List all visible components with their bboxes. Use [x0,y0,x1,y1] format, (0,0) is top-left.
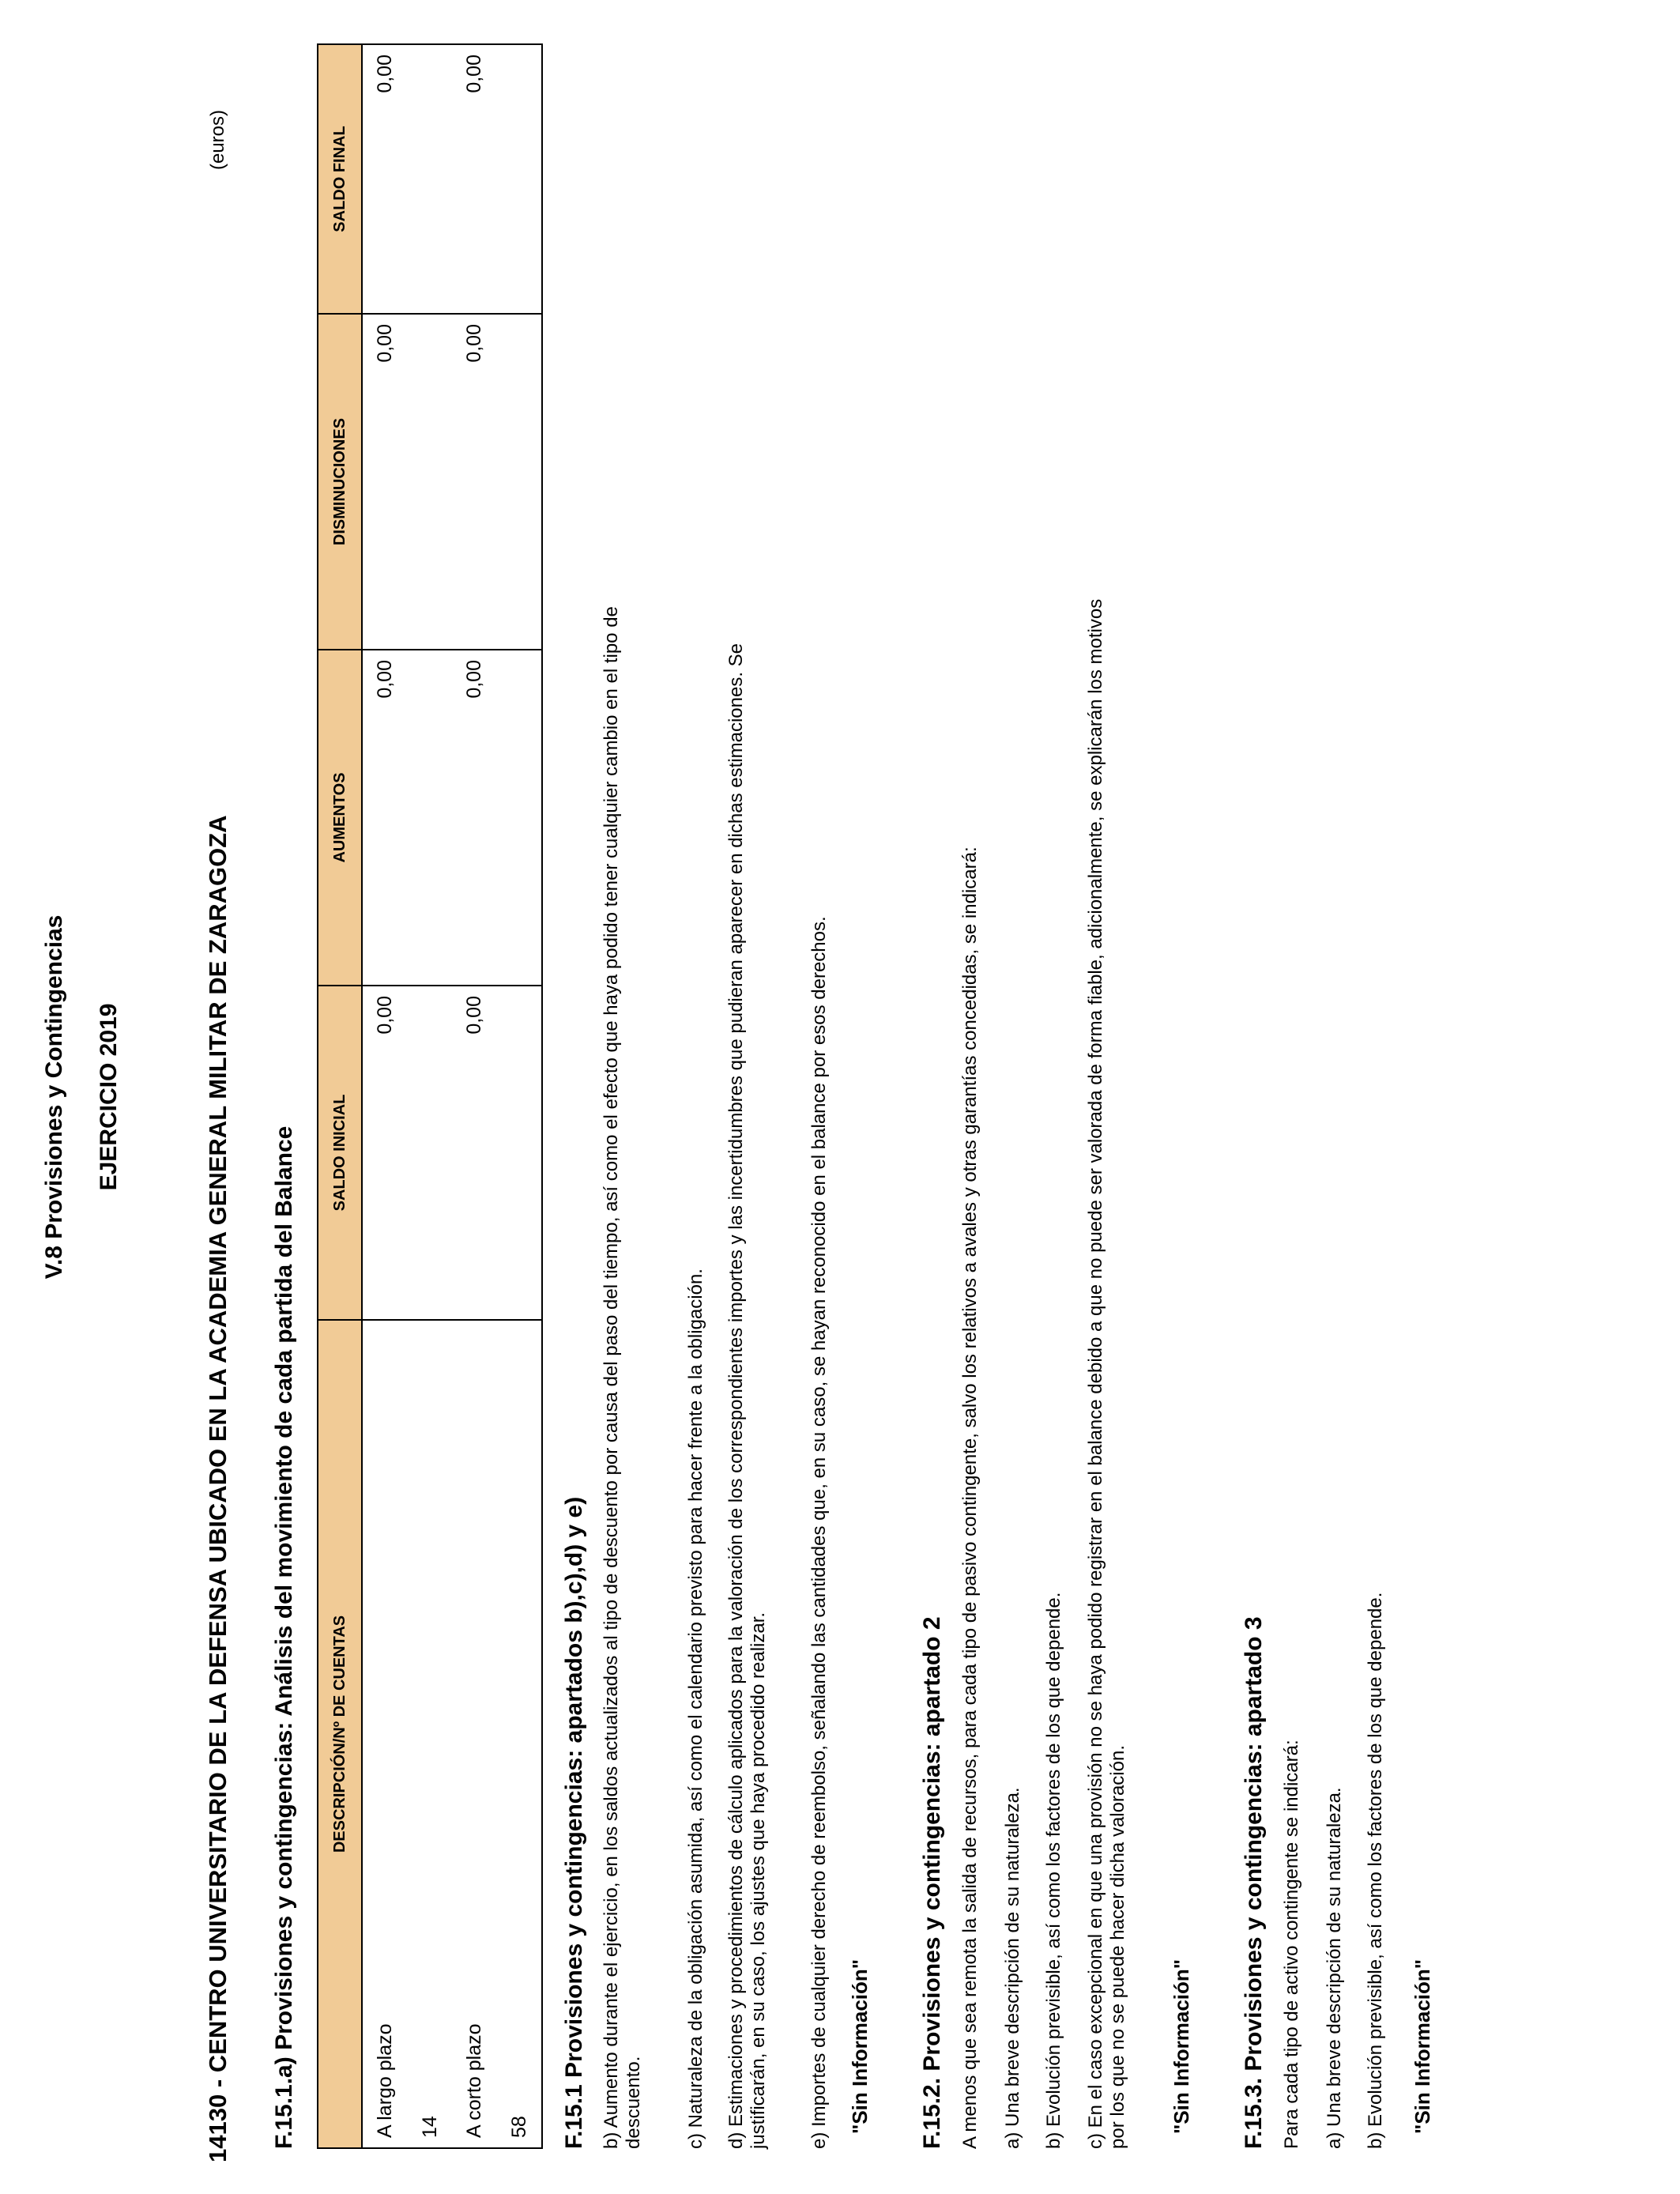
col-header-descripcion: DESCRIPCIÓN/Nº DE CUENTAS [318,1320,362,2148]
col-header-disminuciones: DISMINUCIONES [318,314,362,650]
row-disminuciones: 0,00 [362,314,408,650]
section-f153-intro: Para cada tipo de activo contingente se indicará: [1281,1740,1302,2149]
table-section-title: F.15.1.a) Provisiones y contingencias: Análisis del movimiento de cada partida del Balance [271,1125,297,2149]
section-f151-b: b) Aumento durante el ejercicio, en los saldos actualizados al tipo de descuento por causa del paso del tiempo, así como el efecto que haya podido tener cualquier cambio en el tipo de descuento. [601,606,644,2149]
row-saldo-final: 0,00 [452,44,497,314]
row-saldo-inicial: 0,00 [452,986,497,1320]
fiscal-year: EJERCICIO 2019 [96,1003,122,1191]
table-header-row [318,44,362,2148]
section-f152-c: c) En el caso excepcional en que una provisión no se haya podido registrar en el balance debido a que no puede ser valorada de forma fiable, adicionalmente, se explicarán los motivos por los que no se puede hacer dicha valoración. [1085,598,1128,2149]
section-f152-sin-info: "Sin Información" [1170,1958,1193,2134]
row-aumentos: 0,00 [362,650,408,986]
section-f152-b: b) Evolución previsible, así como los factores de los que depende. [1043,1592,1064,2149]
section-f153-sin-info: "Sin Información" [1411,1958,1434,2134]
section-f151-c: c) Naturaleza de la obligación asumida, así como el calendario previsto para hacer frente a la obligación. [685,1269,706,2149]
section-f153-a: a) Una breve descripción de su naturaleza. [1324,1787,1345,2149]
row-disminuciones: 0,00 [452,314,497,650]
table-row [452,44,497,2148]
row-account-code: 58 [497,1320,542,2148]
entity-heading: 14130 - CENTRO UNIVERSITARIO DE LA DEFENSA UBICADO EN LA ACADEMIA GENERAL MILITAR DE ZARAGOZA [204,815,232,2162]
section-f151-title: F.15.1 Provisiones y contingencias: apartados b),c),d) y e) [561,1496,587,2149]
section-f151-e: e) Importes de cualquier derecho de reembolso, señalando las cantidades que, en su caso, se hayan reconocido en el balance por esos derechos. [808,916,830,2149]
page-title: V.8 Provisiones y Contingencias [41,914,67,1280]
section-f151-sin-info: "Sin Información" [848,1958,872,2134]
col-header-saldo-final: SALDO FINAL [318,44,362,314]
section-f152-intro: A menos que sea remota la salida de recursos, para cada tipo de pasivo contingente, salvo los relativos a avales y otras garantías concedidas, se indicará: [959,846,981,2149]
table-row-code [497,44,542,2148]
row-saldo-final: 0,00 [362,44,408,314]
movement-table [317,43,543,2149]
row-aumentos: 0,00 [452,650,497,986]
col-header-saldo-inicial: SALDO INICIAL [318,986,362,1320]
table-row [362,44,408,2148]
row-description: A corto plazo [452,1320,497,2148]
section-f151-d: d) Estimaciones y procedimientos de cálculo aplicados para la valoración de los correspondientes importes y las incertidumbres que pudieran aparecer en dichas estimaciones. Se justificarán, en su caso, los ajustes que haya procedido realizar. [725,643,769,2149]
row-account-code: 14 [408,1320,452,2148]
section-f152-a: a) Una breve descripción de su naturaleza. [1002,1787,1023,2149]
row-saldo-inicial: 0,00 [362,986,408,1320]
section-f153-b: b) Evolución previsible, así como los factores de los que depende. [1365,1592,1386,2149]
section-f153-title: F.15.3. Provisiones y contingencias: apartado 3 [1241,1616,1267,2149]
section-f152-title: F.15.2. Provisiones y contingencias: apartado 2 [919,1616,945,2149]
table-row-code [408,44,452,2148]
currency-note: (euros) [207,109,228,170]
col-header-aumentos: AUMENTOS [318,650,362,986]
row-description: A largo plazo [362,1320,408,2148]
